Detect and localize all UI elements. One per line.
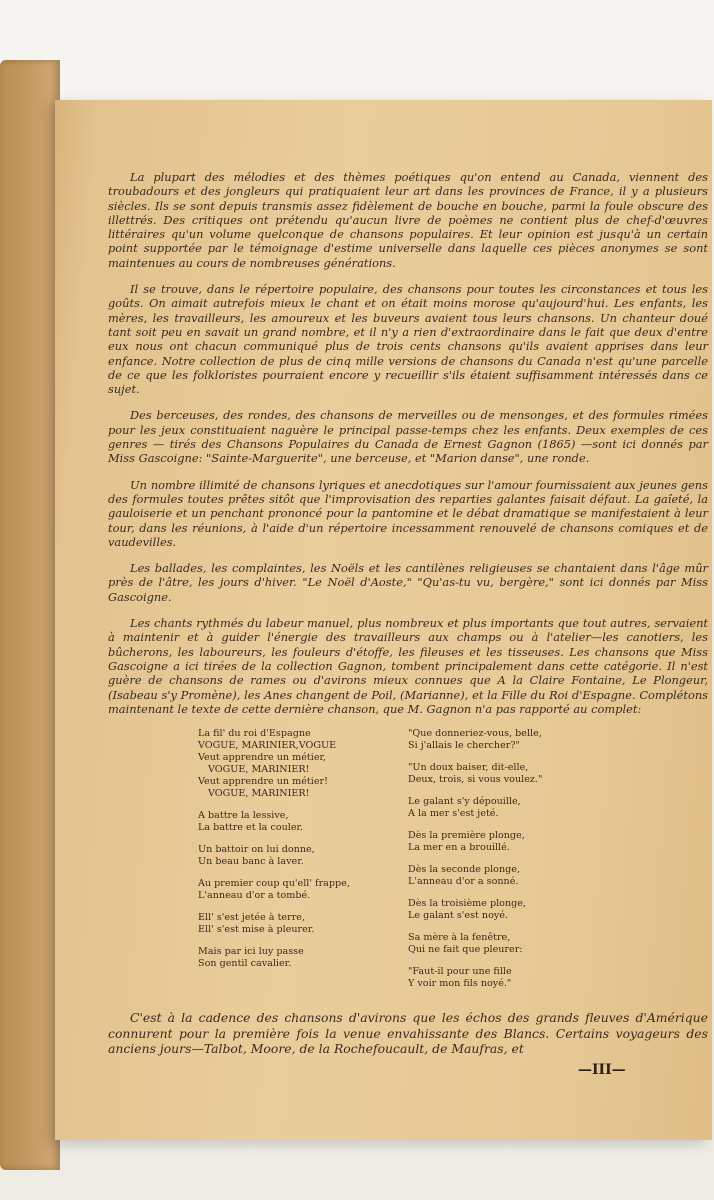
song-stanza (198, 810, 408, 834)
paragraph: La plupart des mélodies et des thèmes poétiques qu'on entend au Canada, viennent des troubadours et des jongleurs qui pratiquaient leur art dans les provinces de France, il y a plusieurs siècles. Ils se sont depuis transmis assez fidèlement de bouche en bouche, parmi la foule obscure des illettrés. Des critiques ont prétendu qu'aucun livre de poèmes ne contient plus de chef-d'œuvres littéraires qu'un volume quelconque de chansons populaires. Et leur opinion est jusqu'à un certain point supportée par le témoignage d'estime universelle dans laquelle ces pièces anonymes se sont maintenues au cours de nombreuses générations. (108, 170, 708, 270)
song-line: Sa mère à la fenêtre, (408, 932, 511, 944)
paragraph: Les ballades, les complaintes, les Noëls et les cantilènes religieuses se chantaient dans l'âge mûr près de l'âtre, les jours d'hiver. "Le Noël d'Aoste," "Qu'as-tu vu, bergère," sont ici donnés par Miss Gascoigne. (108, 561, 708, 604)
song-line: Un beau banc à laver. (198, 856, 304, 868)
song-line: "Faut-il pour une fille (408, 966, 512, 978)
song-stanza (408, 966, 708, 990)
song-line: "Un doux baiser, dit-elle, (408, 762, 529, 774)
song-line: Veut apprendre un métier! (198, 776, 328, 788)
song-line: Un battoir on lui donne, (198, 844, 315, 856)
underlying-page-edge (0, 60, 60, 1170)
paragraph: Il se trouve, dans le répertoire populaire, des chansons pour toutes les circonstances et tous les goûts. On aimait autrefois mieux le chant et on était moins morose qu'aujourd'hui. Les enfants, les mères, les travailleurs, les amoureux et les buveurs avaient tous leurs chansons. Un chanteur doué tant soit peu en savait un grand nombre, et il n'y a rien d'extraordinaire dans le fait que deux d'entre eux nous ont chacun communiqué plus de trois cents chansons qu'ils avaient apprises dans leur enfance. Notre collection de plus de cinq mille versions de chansons du Canada n'est qu'une parcelle de ce que les folkloristes pourraient encore y recueillir s'ils étaient suffisamment intéressés dans ce sujet. (108, 282, 708, 397)
song-stanza (408, 898, 708, 922)
song-stanza (408, 728, 708, 752)
song-line: Deux, trois, si vous voulez." (408, 774, 543, 786)
song-line: Ell' s'est mise à pleurer. (198, 924, 315, 936)
song-stanza (408, 830, 708, 854)
song-line: Y voir mon fils noyé." (408, 978, 512, 990)
song-stanza (198, 844, 408, 868)
song-line: A battre la lessive, (198, 810, 289, 822)
song-line: L'anneau d'or a tombé. (198, 890, 311, 902)
song-line: Le galant s'est noyé. (408, 910, 508, 922)
song-stanza (198, 878, 408, 902)
song-line: "Que donneriez-vous, belle, (408, 728, 542, 740)
song-line: La battre et la couler. (198, 822, 304, 834)
song-line: Dès la troisième plonge, (408, 898, 526, 910)
paragraph: Les chants rythmés du labeur manuel, plus nombreux et plus importants que tout autres, servaient à maintenir et à guider l'énergie des travailleurs aux champs ou à l'atelier—les canotiers, les bûcherons, les laboureurs, les fouleurs d'étoffe, les fileuses et les tisseuses. Les chansons que Miss Gascoigne a ici tirées de la collection Gagnon, tombent principalement dans cette catégorie. Il n'est guère de chansons de rames ou d'avirons mieux connues que A la Claire Fontaine, Le Plongeur, (Isabeau s'y Promène), les Anes changent de Poil, (Marianne), et la Fille du Roi d'Espagne. Complétons maintenant le texte de cette dernière chanson, que M. Gagnon n'a pas rapporté au complet: (108, 616, 708, 716)
paragraph: Des berceuses, des rondes, des chansons de merveilles ou de mensonges, et des formules rimées pour les jeux constituaient naguère le principal passe-temps chez les enfants. Deux exemples de ces genres — tirés des Chansons Populaires du Canada de Ernest Gagnon (1865) —sont ici donnés par Miss Gascoigne: "Sainte-Marguerite", une berceuse, et "Marion danse", une ronde. (108, 408, 708, 466)
song-column-left (108, 728, 408, 1000)
song-line: Le galant s'y dépouille, (408, 796, 521, 808)
song-line: Qui ne fait que pleurer: (408, 944, 523, 956)
paragraph: Un nombre illimité de chansons lyriques et anecdotiques sur l'amour fournissaient aux jeunes gens des formules toutes prêtes sitôt que l'improvisation des reparties galantes faisait défaut. La gaîeté, la gauloiserie et un penchant prononcé pour la pantomine et le débat dramatique se manifestaient à leur tour, dans les réunions, à l'aide d'un répertoire incessamment renouvelé de chansons comiques et de vaudevilles. (108, 477, 708, 549)
song-stanza (198, 946, 408, 970)
song-line: Si j'allais le chercher?" (408, 740, 520, 752)
song-column-right (408, 728, 708, 1000)
page-number: —III— (578, 1062, 626, 1078)
song-line: Dès la première plonge, (408, 830, 525, 842)
page-text (108, 170, 708, 1069)
song-stanza (408, 864, 708, 888)
song-stanza (408, 796, 708, 820)
song-line: Veut apprendre un métier, (198, 752, 327, 764)
song-line: La mer en a brouillé. (408, 842, 510, 854)
song-line: Son gentil cavalier. (198, 958, 292, 970)
song-line: Mais par ici luy passe (198, 946, 304, 958)
song-lyrics (108, 728, 708, 1000)
song-line: A la mer s'est jeté. (408, 808, 499, 820)
closing-paragraph: C'est à la cadence des chansons d'avirons que les échos des grands fleuves d'Amérique connurent pour la première fois la venue envahissante des Blancs. Certains voyageurs des anciens jours—Talbot, Moore, de la Rochefoucault, de Maufras, et (108, 1010, 708, 1057)
song-line: VOGUE, MARINIER! (208, 788, 310, 800)
song-line: VOGUE, MARINIER! (208, 764, 310, 776)
song-line: Au premier coup qu'ell' frappe, (198, 878, 350, 890)
song-stanza (408, 932, 708, 956)
song-stanza (198, 728, 408, 800)
song-line: Ell' s'est jetée à terre, (198, 912, 306, 924)
song-stanza (408, 762, 708, 786)
song-line: VOGUE, MARINIER,VOGUE (198, 740, 337, 752)
song-line: Dès la seconde plonge, (408, 864, 521, 876)
song-stanza (198, 912, 408, 936)
song-line: L'anneau d'or a sonné. (408, 876, 519, 888)
song-line: La fil' du roi d'Espagne (198, 728, 311, 740)
